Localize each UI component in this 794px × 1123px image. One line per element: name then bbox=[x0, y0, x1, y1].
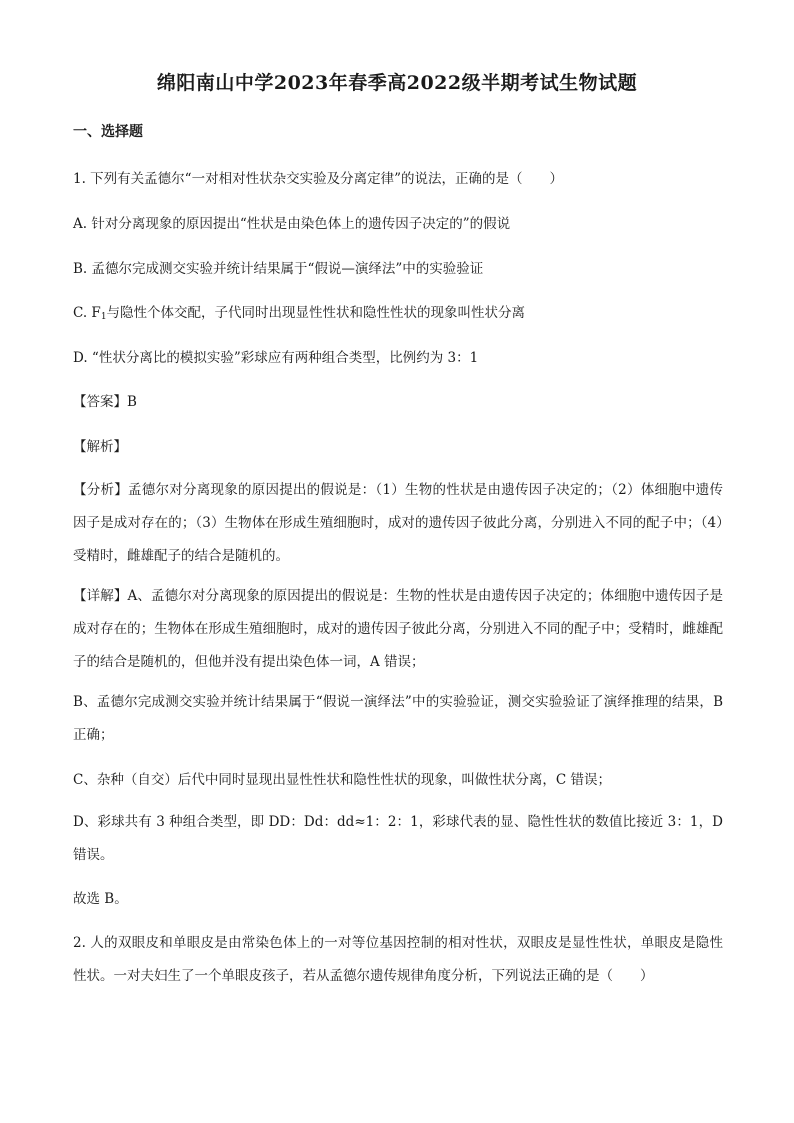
detail-c: C、杂种（自交）后代中同时显现出显性性状和隐性性状的现象，叫做性状分离，C 错误； bbox=[73, 772, 611, 788]
detail-a: 【详解】A、孟德尔对分离现象的原因提出的假说是：生物的性状是由遗传因子决定的；体细胞中遗传因子是成对存在的；生物体在形成生殖细胞时，成对的遗传因子彼此分离，分别进入不同的配子中；受精时，雌雄配子的结合是随机的，但他并没有提出染色体一词，A 错误； bbox=[73, 588, 723, 670]
question-1-stem: 1. 下列有关孟德尔“一对相对性状杂交实验及分离定律”的说法，正确的是（ ） bbox=[73, 171, 563, 187]
detail-b: B、孟德尔完成测交实验并统计结果属于“假说一演绎法”中的实验验证，测交实验验证了演绎推理的结果，B 正确； bbox=[73, 694, 723, 743]
section-heading: 一、选择题 bbox=[73, 124, 143, 140]
question-2-stem: 2. 人的双眼皮和单眼皮是由常染色体上的一对等位基因控制的相对性状，双眼皮是显性性状，单眼皮是隐性性状。一对夫妇生了一个单眼皮孩子，若从孟德尔遗传规律角度分析，下列说法正确的是（ ） bbox=[73, 935, 723, 984]
option-a: A. 针对分离现象的原因提出“性状是由染色体上的遗传因子决定的”的假说 bbox=[73, 216, 511, 232]
answer: 【答案】B bbox=[73, 394, 137, 410]
detail-d: D、彩球共有 3 种组合类型，即 DD：Dd：dd≈1：2：1，彩球代表的显、隐性性状的数值比接近 3：1，D 错误。 bbox=[73, 814, 723, 863]
option-b: B. 孟德尔完成测交实验并统计结果属于“假说—演绎法”中的实验验证 bbox=[73, 261, 484, 277]
option-c-prefix: C. F bbox=[73, 305, 101, 321]
final-choice: 故选 B。 bbox=[73, 891, 128, 907]
analysis-summary: 【分析】孟德尔对分离现象的原因提出的假说是：（1）生物的性状是由遗传因子决定的；（2）体细胞中遗传因子是成对存在的；（3）生物体在形成生殖细胞时，成对的遗传因子彼此分离，分别进入不同的配子中；（4）受精时，雌雄配子的结合是随机的。 bbox=[73, 482, 723, 564]
option-c-text: 与隐性个体交配，子代同时出现显性性状和隐性性状的现象叫性状分离 bbox=[106, 305, 526, 321]
option-c-subscript: 1 bbox=[100, 312, 107, 322]
analysis-label: 【解析】 bbox=[73, 439, 127, 455]
option-c bbox=[73, 301, 723, 322]
option-d: D. “性状分离比的模拟实验”彩球应有两种组合类型，比例约为 3：1 bbox=[73, 350, 479, 366]
page-title: 绵阳南山中学2023年春季高2022级半期考试生物试题 bbox=[156, 72, 638, 94]
